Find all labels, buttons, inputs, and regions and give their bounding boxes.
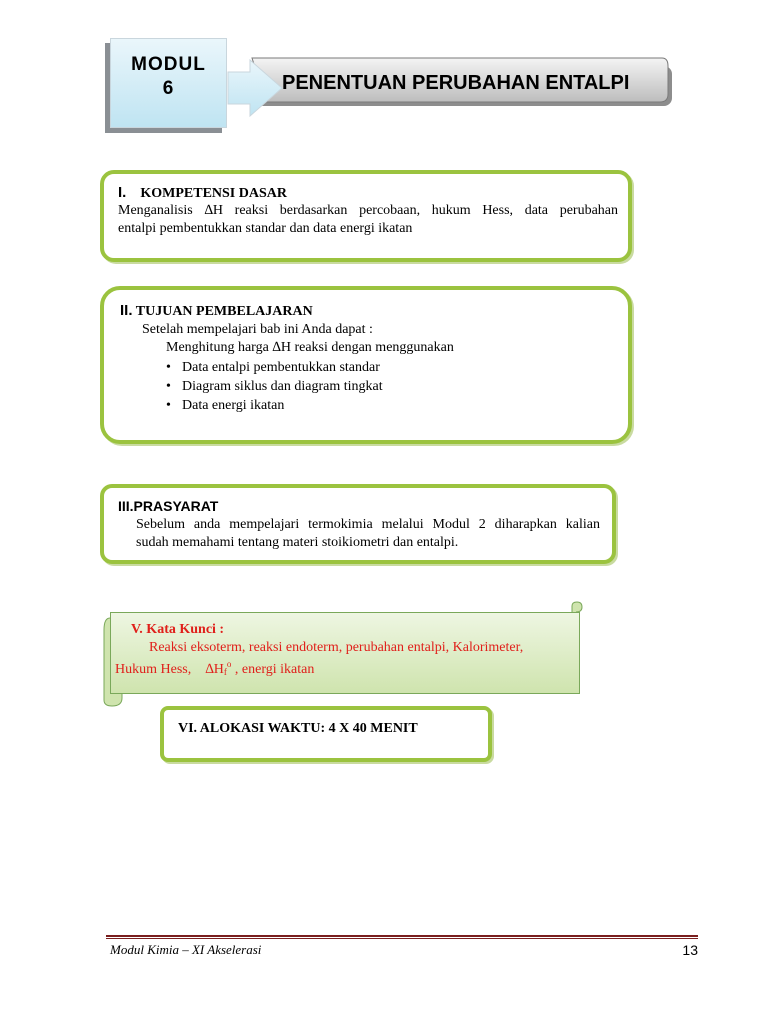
- footer-rule: [106, 938, 698, 939]
- keywords-text: , energi ikatan: [231, 662, 315, 677]
- keywords-line-2: [115, 656, 314, 681]
- list-item: • Data energi ikatan: [164, 396, 383, 415]
- module-number: 6: [162, 78, 175, 99]
- time-allocation-heading: VI. ALOKASI WAKTU: 4 X 40 MENIT: [178, 721, 418, 736]
- objectives-sub: Menghitung harga ∆H reaksi dengan menggunakan: [166, 340, 454, 355]
- objectives-intro: Setelah mempelajari bab ini Anda dapat :: [142, 322, 373, 337]
- prerequisite-line-1: Sebelum anda mempelajari termokimia melalui Modul 2 diharapkan kalian: [136, 517, 600, 532]
- footer-title: Modul Kimia – XI Akselerasi: [110, 942, 262, 957]
- prerequisite-line-2: sudah memahami tentang materi stoikiometri dan entalpi.: [136, 535, 459, 550]
- section-title: TUJUAN PEMBELAJARAN: [135, 304, 313, 319]
- section-number: I.: [118, 184, 127, 201]
- section-number: II.: [120, 302, 133, 319]
- keywords-text: Hukum Hess, ∆H: [115, 662, 224, 677]
- superscript: o: [226, 659, 232, 669]
- section-title: KOMPETENSI DASAR: [140, 186, 287, 201]
- keywords-scroll: [110, 612, 580, 694]
- competency-line-2: entalpi pembentukkan standar dan data energi ikatan: [118, 221, 413, 236]
- keywords-line-1: Reaksi eksoterm, reaksi endoterm, perubahan entalpi, Kalorimeter,: [149, 640, 524, 655]
- list-item: • Diagram siklus dan diagram tingkat: [164, 377, 383, 396]
- page-title: PENENTUAN PERUBAHAN ENTALPI: [282, 72, 630, 94]
- keywords-heading: V. Kata Kunci :: [131, 622, 225, 637]
- time-allocation-box: [160, 706, 492, 762]
- page-number: 13: [682, 942, 698, 958]
- module-label: MODUL: [131, 54, 206, 75]
- list-item: • Data entalpi pembentukkan standar: [164, 358, 383, 377]
- subscript: f: [223, 667, 227, 677]
- footer-rule: [106, 935, 698, 937]
- competency-line-1: Menganalisis ∆H reaksi berdasarkan percobaan, hukum Hess, data perubahan: [118, 203, 618, 218]
- prerequisite-heading: III.PRASYARAT: [118, 498, 219, 514]
